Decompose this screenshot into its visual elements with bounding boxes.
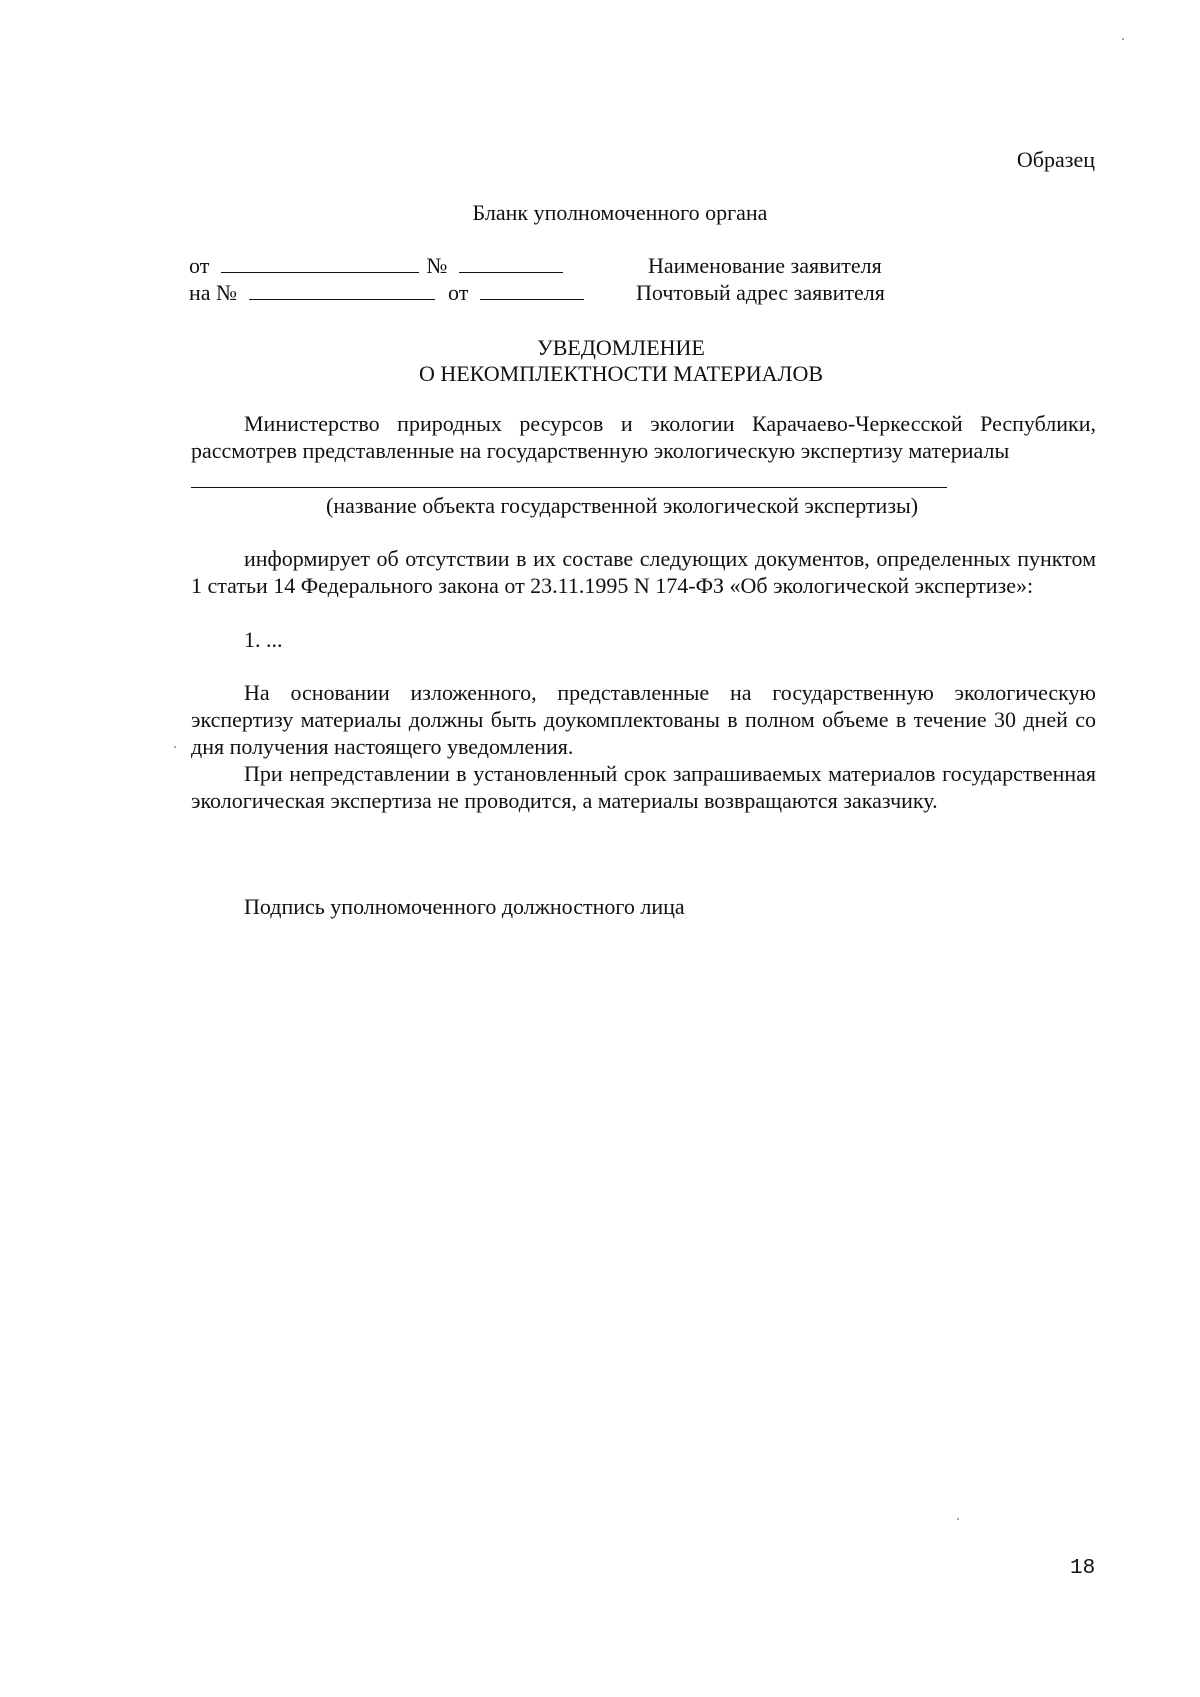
scan-speck (174, 746, 176, 748)
date-blank[interactable] (221, 253, 419, 273)
requisites-row-2 (189, 279, 584, 307)
scan-speck (1122, 38, 1124, 40)
applicant-address: Почтовый адрес заявителя (636, 280, 885, 305)
page-number: 18 (1070, 1557, 1096, 1580)
from-label: от (189, 253, 210, 278)
re-from-label: от (448, 280, 469, 305)
re-date-blank[interactable] (480, 280, 584, 300)
signature-line: Подпись уполномоченного должностного лица (244, 894, 685, 919)
failure-paragraph: При непредставлении в установленный срок запрашиваемых материалов государственная экологическая экспертиза не проводится, а материалы возвращаются заказчику. (191, 761, 1096, 813)
form-label: Бланк уполномоченного органа (472, 200, 768, 225)
object-caption: (название объекта государственной экологической экспертизы) (326, 493, 919, 518)
scan-speck (957, 1518, 959, 1520)
notice-title: УВЕДОМЛЕНИЕ (537, 335, 705, 360)
list-item: 1. ... (244, 627, 283, 652)
sample-label: Образец (1016, 147, 1095, 172)
number-label: № (426, 253, 448, 278)
number-blank[interactable] (459, 253, 563, 273)
inform-paragraph: информирует об отсутствии в их составе следующих документов, определенных пунктом 1 статьи 14 Федерального закона от 23.11.1995 N 174-ФЗ «Об экологической экспертизе»: (191, 546, 1096, 598)
requisites-row-1 (189, 252, 563, 280)
applicant-name: Наименование заявителя (648, 253, 882, 278)
intro-paragraph: Министерство природных ресурсов и экологии Карачаево-Черкесской Республики, рассмотрев представленные на государственную экологическую экспертизу материалы (191, 411, 1096, 463)
object-name-blank[interactable] (191, 487, 947, 488)
completion-paragraph: На основании изложенного, представленные на государственную экологическую экспертизу материалы должны быть доукомплектованы в полном объеме в течение 30 дней со дня получения настоящего уведомления. (191, 680, 1096, 759)
re-number-blank[interactable] (249, 280, 435, 300)
re-number-label: на № (189, 280, 238, 305)
notice-subtitle: О НЕКОМПЛЕКТНОСТИ МАТЕРИАЛОВ (418, 361, 824, 386)
